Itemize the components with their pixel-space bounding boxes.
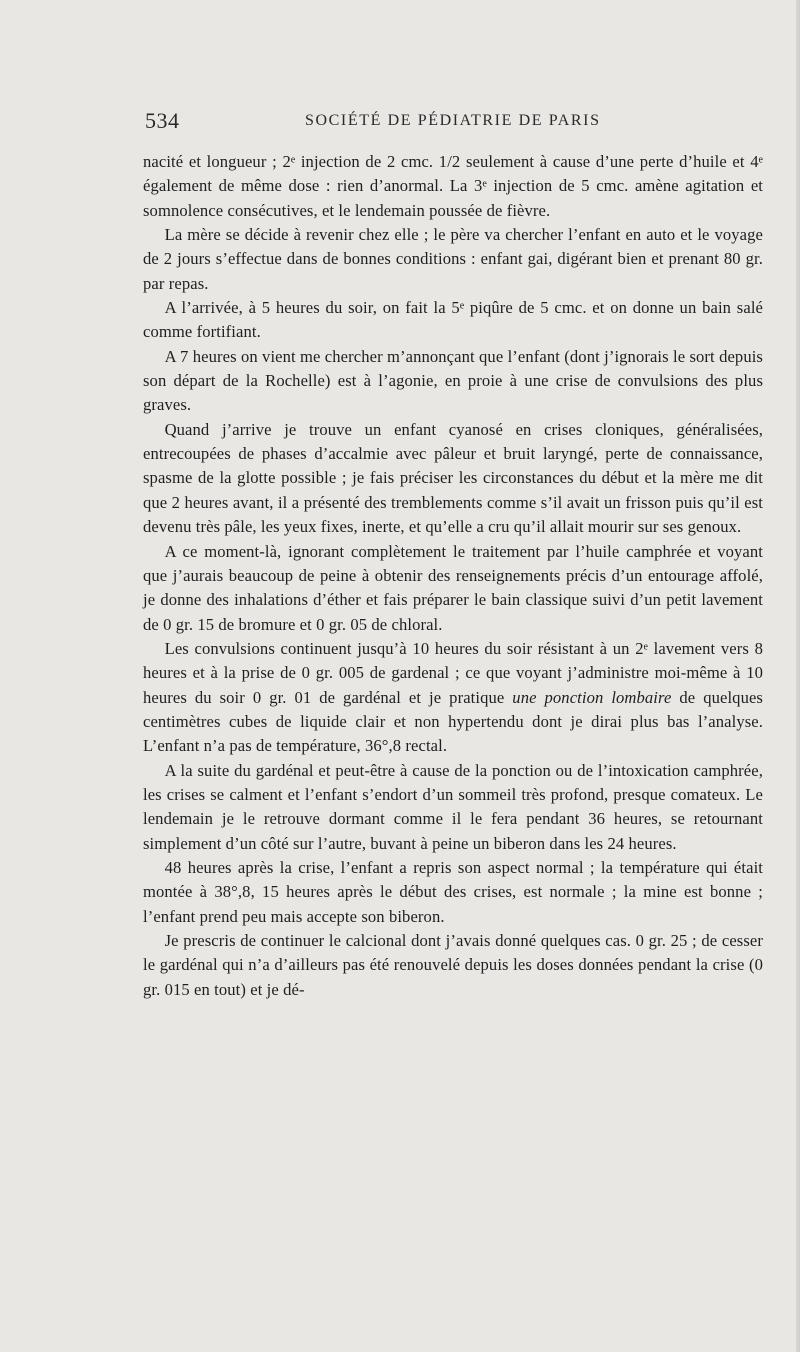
page-number: 534 xyxy=(145,108,180,133)
paragraph-8: A la suite du gardénal et peut-être à cause de la ponction ou de l’intoxication camphrée, les crises se calment et l’enfant s’endort d’un sommeil très profond, presque comateux. Le lendemain je le retrouve dormant comme il le fera pendant 36 heures, se retournant simplement d’un côté sur l’autre, buvant à peine un biberon dans les 24 heures. xyxy=(143,760,763,853)
paragraph-6: A ce moment-là, ignorant complètement le traitement par l’huile camphrée et voyant que j’aurais beaucoup de peine à obtenir des renseignements précis d’un entourage affolé, je donne des inhalations d’éther et fais préparer le bain classique suivi d’un petit lavement de 0 gr. 15 de bromure et 0 gr. 05 de chloral. xyxy=(143,541,763,634)
running-head: SOCIÉTÉ DE PÉDIATRIE DE PARIS xyxy=(305,112,601,129)
page-edge-shadow xyxy=(796,0,800,1352)
paragraph-7-text-before: Les convulsions continuent jusqu’à 10 heures du soir résistant à un 2ᵉ lavement vers 8 heures et à la prise de 0 gr. 005 de gardenal ; ce que voyant j’administre moi-même à 10 heures du soir 0 gr. 01 de gardénal et je pratique xyxy=(143,638,763,707)
paragraph-9: 48 heures après la crise, l’enfant a repris son aspect normal ; la température qui était montée à 38°,8, 15 heures après le début des crises, est normale ; la mine est bonne ; l’enfant prend peu mais accepte son biberon. xyxy=(143,857,763,926)
paragraph-7-italic: une ponction lombaire xyxy=(512,687,672,707)
paragraph-10: Je prescris de continuer le calcional dont j’avais donné quelques cas. 0 gr. 25 ; de cesser le gardénal qui n’a d’ailleurs pas été renouvelé depuis les doses données pendant la crise (0 gr. 015 en tout) et je dé- xyxy=(143,931,763,999)
paragraph-4: A 7 heures on vient me chercher m’annonçant que l’enfant (dont j’ignorais le sort depuis son départ de la Rochelle) est à l’agonie, en proie à une crise de convulsions des plus graves. xyxy=(143,346,763,415)
paragraph-7 xyxy=(143,637,763,759)
paragraph-3: A l’arrivée, à 5 heures du soir, on fait la 5ᵉ piqûre de 5 cmc. et on donne un bain salé comme fortifiant. xyxy=(143,298,763,342)
page-header xyxy=(145,108,765,138)
paragraph-5: Quand j’arrive je trouve un enfant cyanosé en crises cloniques, généralisées, entrecoupées de phases d’accalmie avec pâleur et bruit laryngé, perte de connaissance, spasme de la glotte possible ; je fais préciser les circonstances du début et la mère me dit que 2 heures avant, il a présenté des tremblements comme s’il avait un frisson puis qu’il est devenu très pâle, les yeux fixes, inerte, et qu’elle a cru qu’il allait mourir sur ses genoux. xyxy=(143,419,763,537)
paragraph-2: La mère se décide à revenir chez elle ; le père va chercher l’enfant en auto et le voyage de 2 jours s’effectue dans de bonnes conditions : enfant gai, digérant bien et prenant 80 gr. par repas. xyxy=(143,225,763,293)
paragraph-7-text-after: de quelques centimètres cubes de liquide clair et non hypertendu dont je dirai plus bas l’analyse. L’enfant n’a pas de température, 36°,8 rectal. xyxy=(143,687,763,756)
paragraph-1: nacité et longueur ; 2ᵉ injection de 2 cmc. 1/2 seulement à cause d’une perte d’huile et 4ᵉ également de même dose : rien d’anormal. La 3ᵉ injection de 5 cmc. amène agitation et somnolence consécutives, et le lendemain poussée de fièvre. xyxy=(143,152,763,220)
body-text xyxy=(143,150,763,1002)
